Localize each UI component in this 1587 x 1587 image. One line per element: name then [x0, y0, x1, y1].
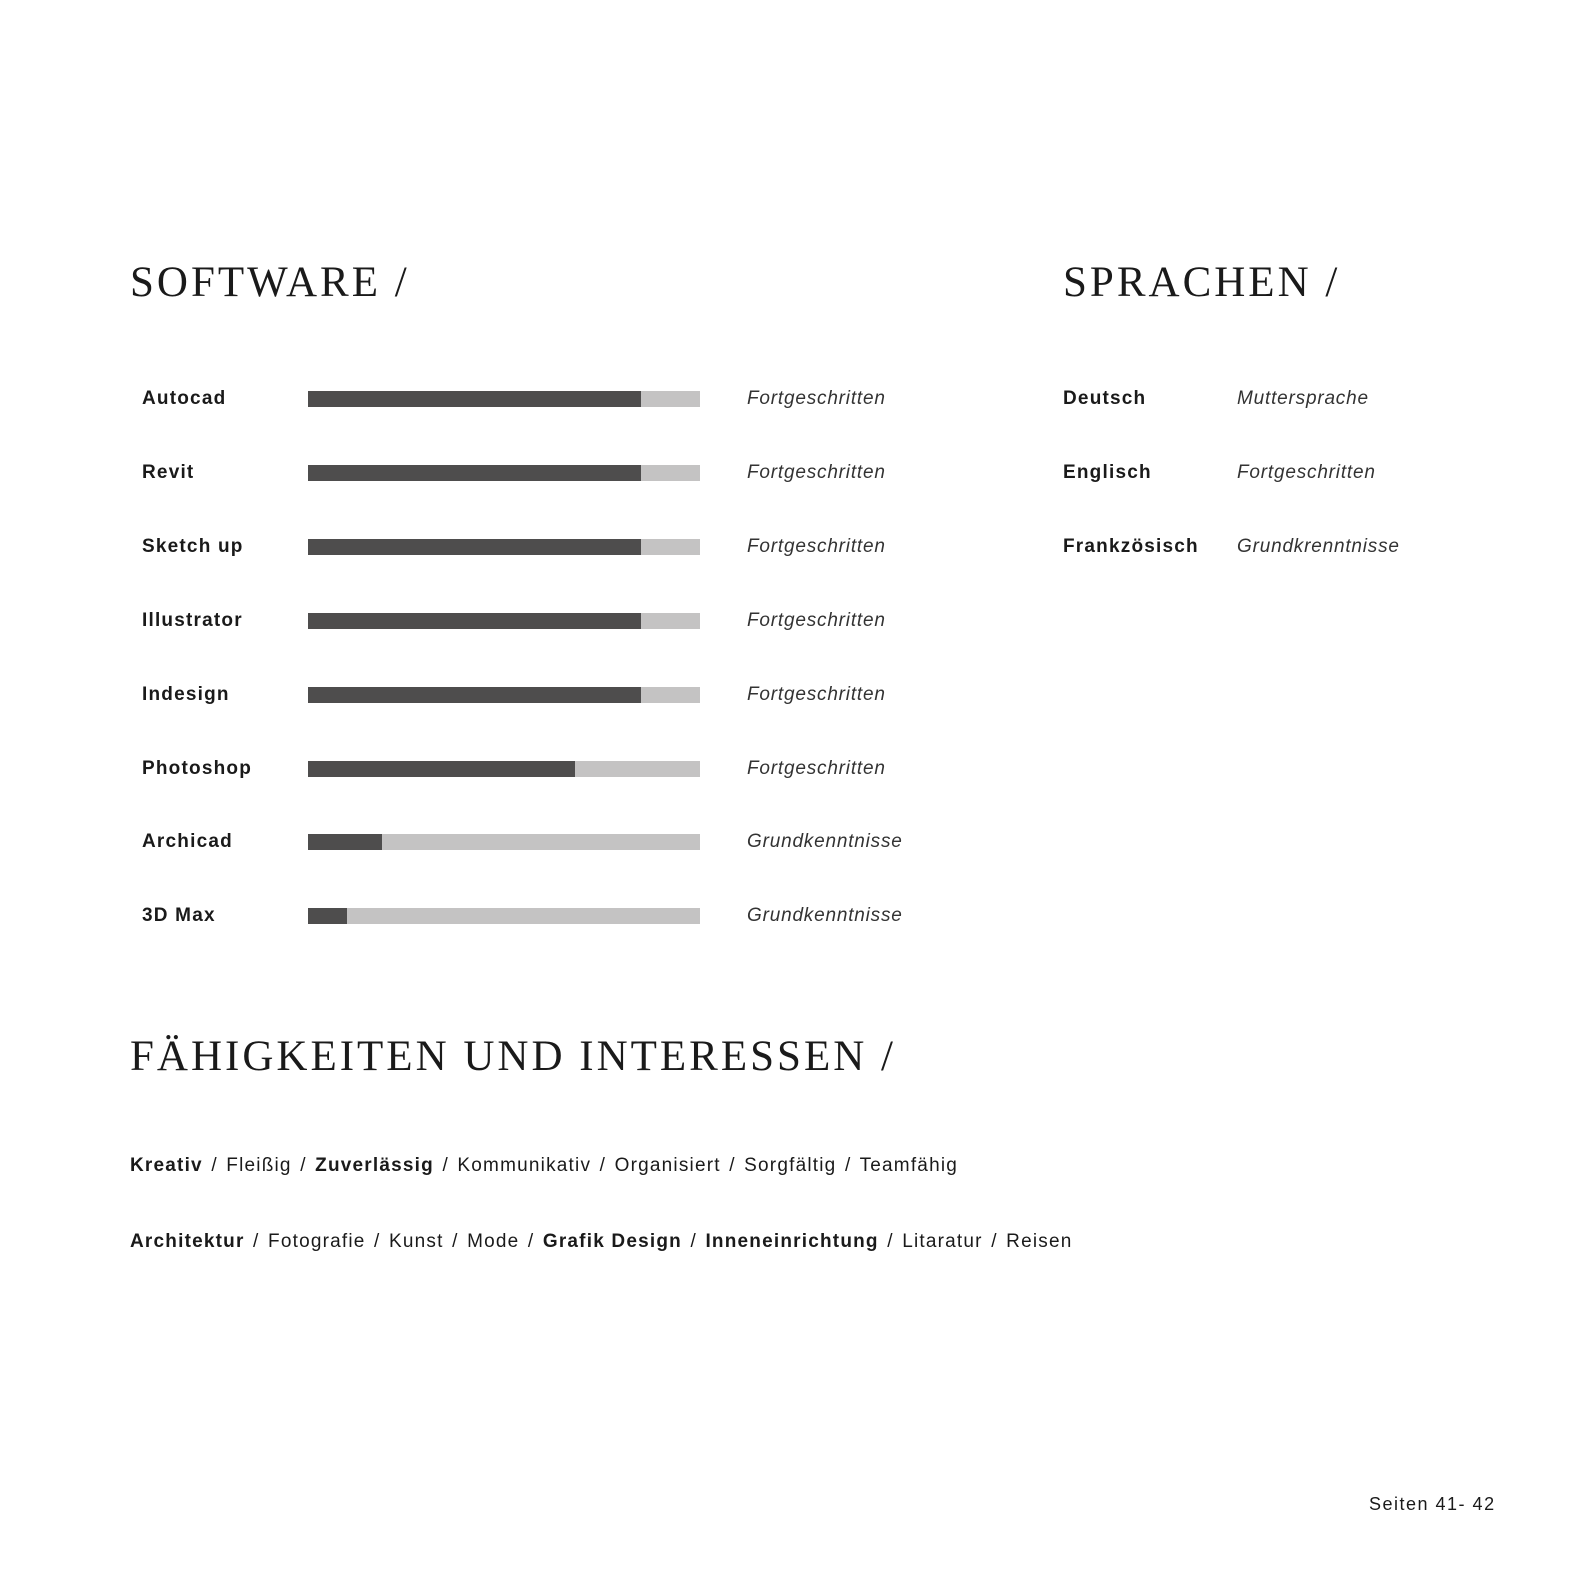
software-name: Photoshop — [142, 758, 253, 779]
separator: / — [729, 1155, 736, 1176]
software-level: Fortgeschritten — [747, 684, 886, 705]
interests-line — [130, 1222, 1073, 1262]
proficiency-bar — [308, 613, 700, 629]
software-level: Fortgeschritten — [747, 536, 886, 557]
trait-tag: Zuverlässig — [315, 1155, 434, 1176]
interest-tag: Litaratur — [902, 1231, 983, 1252]
traits-line — [130, 1146, 958, 1186]
software-name: 3D Max — [142, 905, 216, 926]
language-level: Fortgeschritten — [1237, 462, 1376, 483]
language-row — [0, 379, 1587, 419]
software-name: Indesign — [142, 684, 230, 705]
language-row — [0, 527, 1587, 567]
trait-tag: Sorgfältig — [744, 1155, 837, 1176]
interest-tag: Mode — [467, 1231, 520, 1252]
software-level: Grundkenntnisse — [747, 905, 903, 926]
separator: / — [844, 1155, 852, 1176]
software-row — [0, 675, 1000, 715]
sprachen-heading: SPRACHEN / — [1063, 259, 1341, 306]
software-row — [0, 749, 1000, 789]
separator: / — [527, 1231, 535, 1252]
software-level: Fortgeschritten — [747, 758, 886, 779]
interest-tag: Architektur — [130, 1231, 245, 1252]
language-level: Muttersprache — [1237, 388, 1369, 409]
language-name: Deutsch — [1063, 388, 1147, 409]
separator: / — [991, 1231, 998, 1252]
trait-tag: Kommunikativ — [457, 1155, 592, 1176]
software-name: Autocad — [142, 388, 227, 409]
software-name: Revit — [142, 462, 195, 483]
trait-tag: Kreativ — [130, 1155, 203, 1176]
separator: / — [599, 1155, 607, 1176]
software-heading: SOFTWARE / — [130, 259, 410, 306]
language-name: Englisch — [1063, 462, 1152, 483]
interest-tag: Grafik Design — [542, 1231, 682, 1252]
proficiency-bar-fill — [308, 908, 347, 924]
software-row — [0, 601, 1000, 641]
separator: / — [253, 1231, 260, 1252]
interest-tag: Reisen — [1006, 1231, 1073, 1252]
language-level: Grundkrenntnisse — [1237, 536, 1400, 557]
software-level: Fortgeschritten — [747, 610, 886, 631]
proficiency-bar — [308, 761, 700, 777]
separator: / — [887, 1231, 894, 1252]
proficiency-bar — [308, 834, 700, 850]
language-name: Frankzösisch — [1063, 536, 1199, 557]
language-row — [0, 453, 1587, 493]
proficiency-bar-fill — [308, 687, 641, 703]
trait-tag: Organisiert — [614, 1155, 721, 1176]
software-row — [0, 822, 1000, 862]
separator: / — [374, 1231, 381, 1252]
separator: / — [452, 1231, 459, 1252]
page-number: Seiten 41- 42 — [1369, 1494, 1496, 1514]
interest-tag: Inneneinrichtung — [705, 1231, 879, 1252]
interest-tag: Kunst — [389, 1231, 444, 1252]
separator: / — [690, 1231, 697, 1252]
interest-tag: Fotografie — [268, 1231, 366, 1252]
proficiency-bar-fill — [308, 613, 641, 629]
trait-tag: Fleißig — [226, 1155, 292, 1176]
separator: / — [300, 1155, 307, 1176]
proficiency-bar-fill — [308, 761, 575, 777]
faehigkeiten-heading: FÄHIGKEITEN UND INTERESSEN / — [130, 1033, 896, 1080]
software-level: Fortgeschritten — [747, 462, 886, 483]
software-level: Grundkenntnisse — [747, 831, 903, 852]
separator: / — [442, 1155, 449, 1176]
software-name: Sketch up — [142, 536, 244, 557]
separator: / — [211, 1155, 218, 1176]
proficiency-bar — [308, 687, 700, 703]
proficiency-bar-fill — [308, 834, 382, 850]
software-name: Archicad — [142, 831, 233, 852]
trait-tag: Teamfähig — [859, 1155, 959, 1176]
software-level: Fortgeschritten — [747, 388, 886, 409]
software-row — [0, 896, 1000, 936]
proficiency-bar — [308, 908, 700, 924]
software-name: Illustrator — [142, 610, 243, 631]
